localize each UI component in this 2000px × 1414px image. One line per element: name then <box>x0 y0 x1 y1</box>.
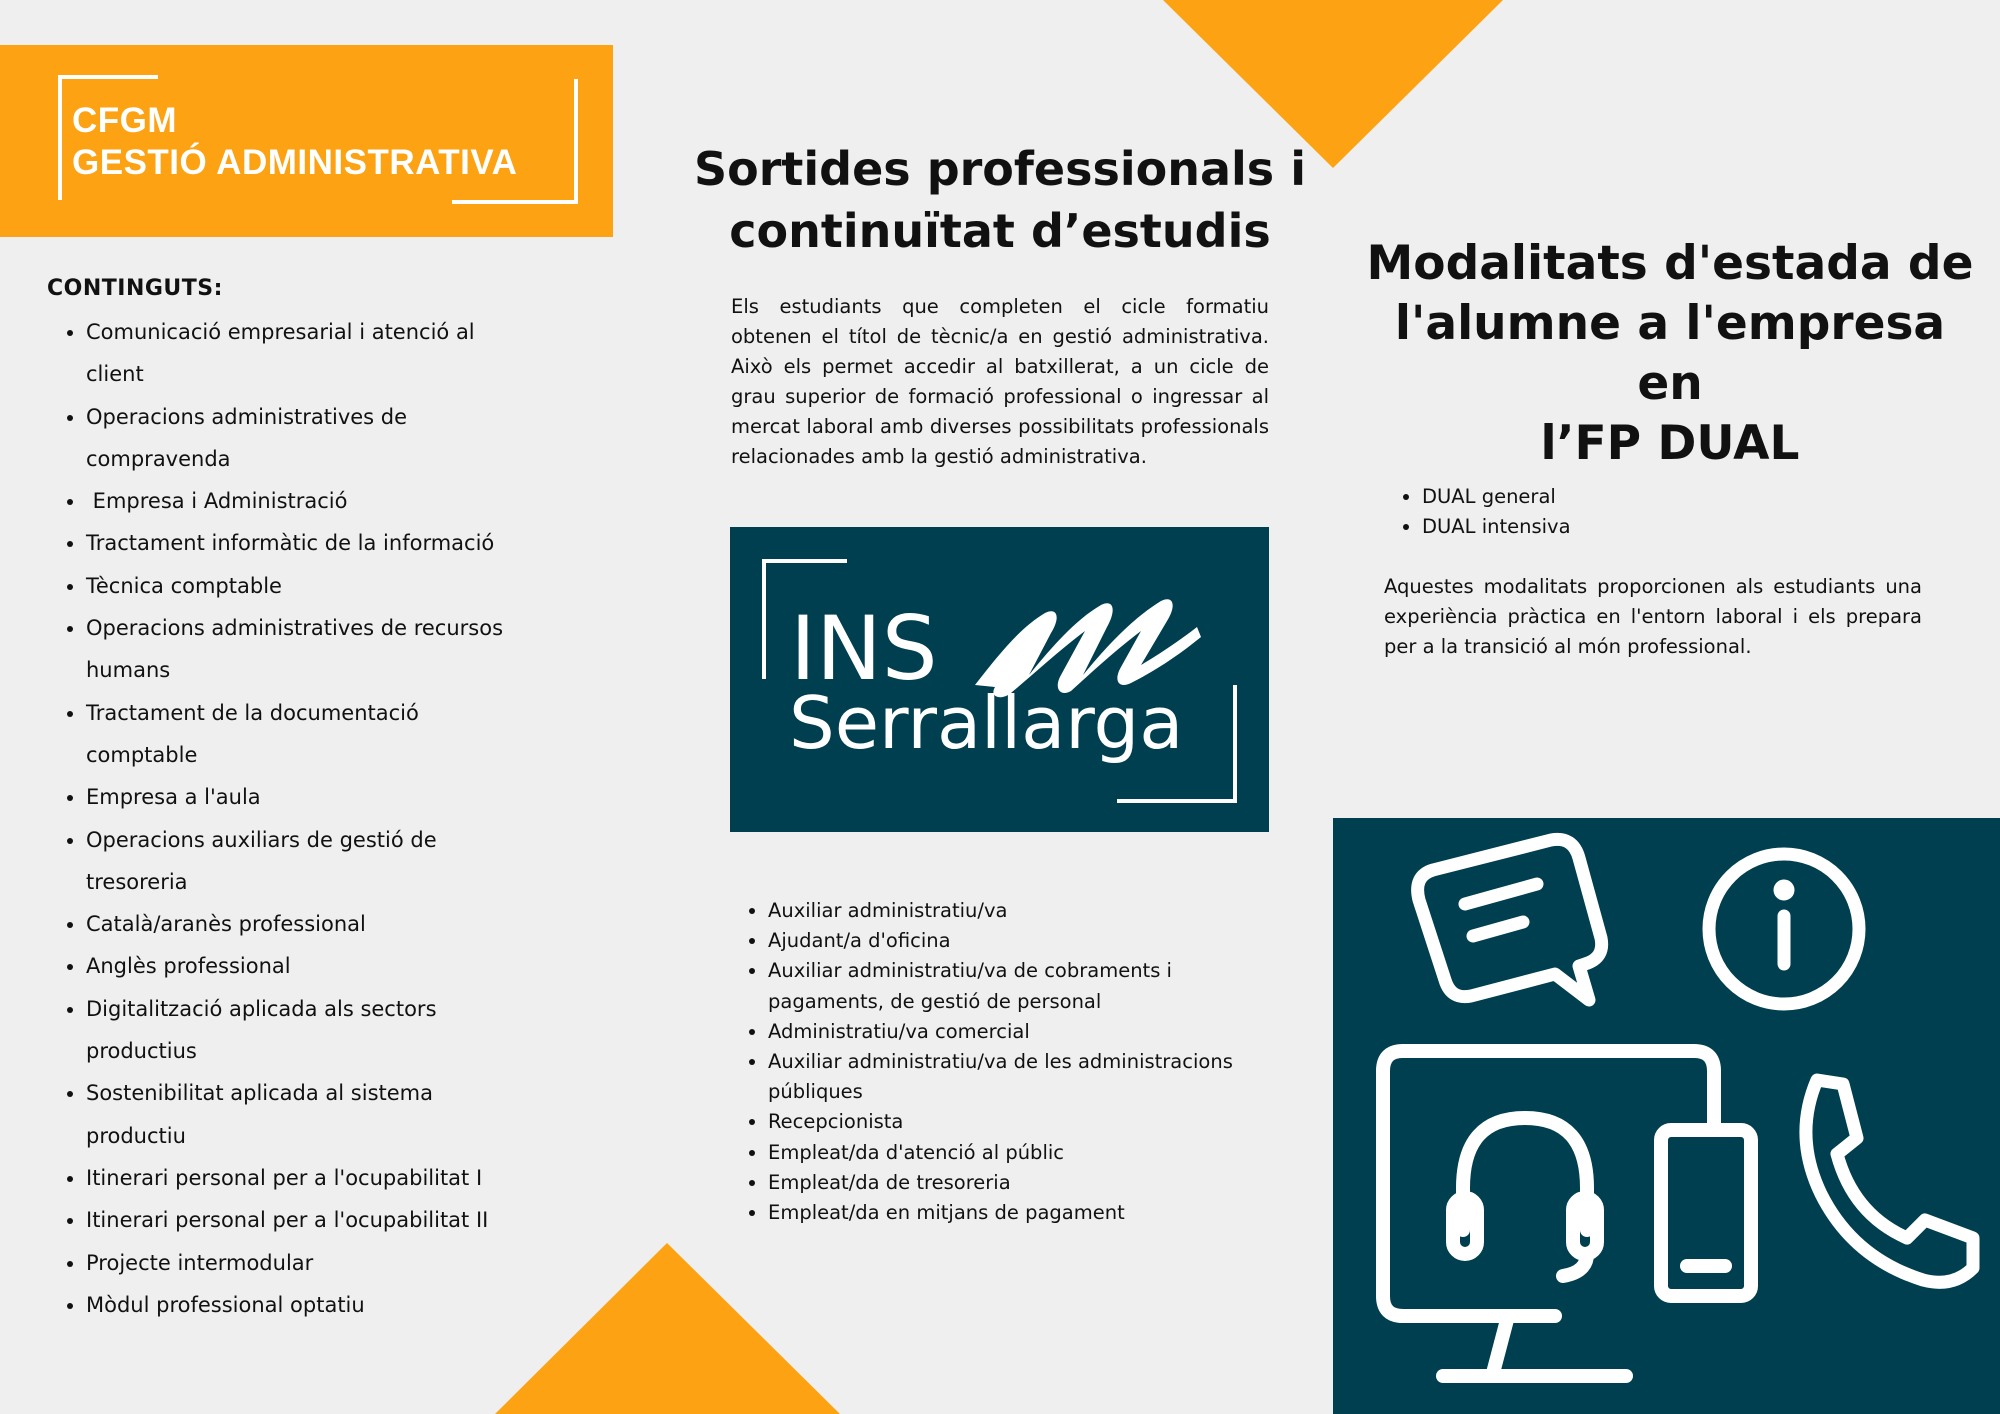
phone-icon <box>1806 1080 1973 1282</box>
list-item: • Tractament informàtic de la informació <box>86 522 526 564</box>
chat-bubble-icon <box>1418 839 1602 1000</box>
careers-paragraph: Els estudiants que completen el cicle formatiu obtenen el títol de tècnic/a en gestió administrativa. Això els permet accedir al batxillerat, a un cicle de grau superior de formació professional o ingressar al mercat laboral amb diverses possibilitats professionals relacionades amb la gestió administrativa. <box>731 295 1269 468</box>
careers-title-line-1: Sortides professionals i <box>694 142 1306 196</box>
list-item: • Tractament de la documentació comptable <box>86 692 526 777</box>
list-item: • Digitalització aplicada als sectors productius <box>86 988 526 1073</box>
header-line-1: CFGM <box>72 101 178 140</box>
dual-title <box>1360 234 1980 474</box>
list-item: • Empleat/da d'atenció al públic <box>768 1138 1288 1168</box>
dual-title-line-2: l'alumne a l'empresa en <box>1394 296 1946 411</box>
list-item: • Recepcionista <box>768 1107 1288 1137</box>
list-item: • Operacions auxiliars de gestió de tresoreria <box>86 819 526 904</box>
list-item: • Empresa a l'aula <box>86 776 526 818</box>
dual-modalities-list <box>1422 482 1842 542</box>
careers-title-line-2: continuïtat d’estudis <box>729 204 1271 258</box>
icons-panel <box>1333 818 2000 1414</box>
list-item: • Català/aranès professional <box>86 903 526 945</box>
list-item: • DUAL general <box>1422 482 1842 512</box>
header-line-2: GESTIÓ ADMINISTRATIVA <box>72 143 518 182</box>
list-item: • DUAL intensiva <box>1422 512 1842 542</box>
list-item: • Tècnica comptable <box>86 565 526 607</box>
contents-title: CONTINGUTS: <box>47 276 223 301</box>
list-item: • Empresa i Administració <box>86 480 526 522</box>
list-item: • Mòdul professional optatiu <box>86 1284 526 1326</box>
headset-monitor-icon <box>1383 1051 1751 1376</box>
bottom-triangle <box>495 1243 840 1414</box>
list-item: • Operacions administratives de recursos humans <box>86 607 526 692</box>
header-frame-corner <box>452 79 578 204</box>
list-item: • Projecte intermodular <box>86 1242 526 1284</box>
list-item: • Empleat/da de tresoreria <box>768 1168 1288 1198</box>
dual-title-line-3: l’FP DUAL <box>1540 416 1800 471</box>
contents-list <box>86 311 526 1326</box>
school-logo <box>730 527 1269 832</box>
header-banner <box>0 45 613 237</box>
list-item: • Operacions administratives de compravenda <box>86 396 526 481</box>
list-item: • Auxiliar administratiu/va <box>768 896 1288 926</box>
list-item: • Auxiliar administratiu/va de les administracions públiques <box>768 1047 1288 1107</box>
logo-text-serrallarga: Serrallarga <box>789 681 1184 765</box>
list-item: • Auxiliar administratiu/va de cobraments i pagaments, de gestió de personal <box>768 956 1288 1016</box>
list-item: • Comunicació empresarial i atenció al client <box>86 311 526 396</box>
list-item: • Itinerari personal per a l'ocupabilitat II <box>86 1199 526 1241</box>
info-icon <box>1709 854 1859 1004</box>
list-item: • Empleat/da en mitjans de pagament <box>768 1198 1288 1228</box>
list-item: • Sostenibilitat aplicada al sistema productiu <box>86 1072 526 1157</box>
list-item: • Ajudant/a d'oficina <box>768 926 1288 956</box>
dual-paragraph: Aquestes modalitats proporcionen als estudiants una experiència pràctica en l'entorn laboral i els prepara per a la transició al món professional. <box>1384 575 1922 658</box>
dual-title-line-1: Modalitats d'estada de <box>1366 236 1974 291</box>
logo-text-ins: INS <box>790 597 938 700</box>
careers-title <box>660 138 1340 262</box>
list-item: • Administratiu/va comercial <box>768 1017 1288 1047</box>
list-item: • Itinerari personal per a l'ocupabilitat I <box>86 1157 526 1199</box>
jobs-list <box>768 896 1288 1228</box>
list-item: • Anglès professional <box>86 945 526 987</box>
